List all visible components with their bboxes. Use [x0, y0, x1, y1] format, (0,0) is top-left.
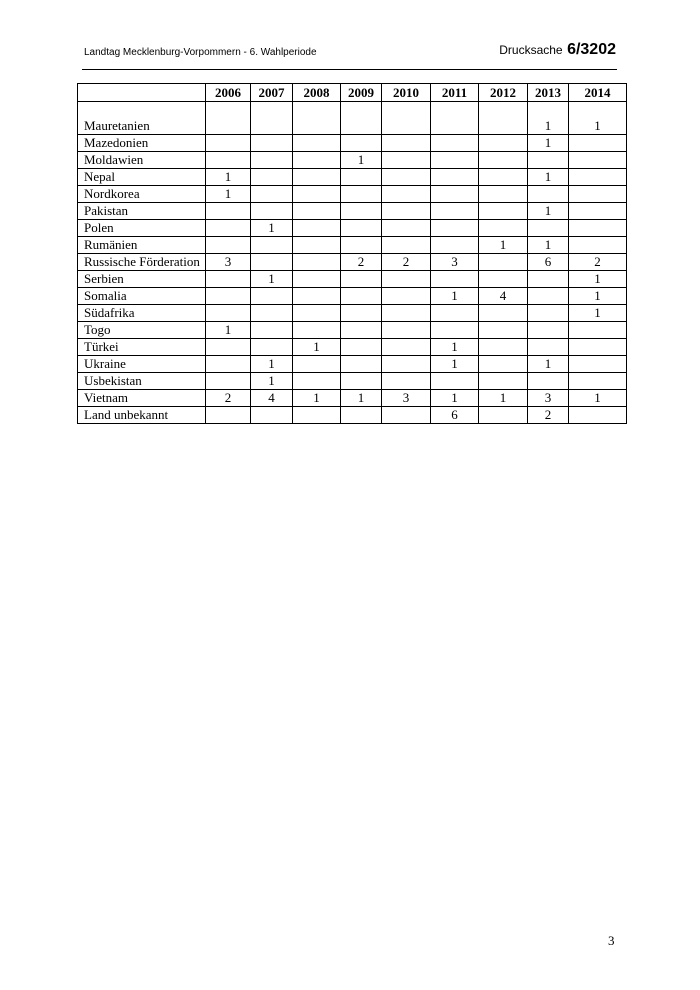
- value-cell: 1: [528, 135, 569, 152]
- country-cell: Moldawien: [78, 152, 206, 169]
- value-cell: [479, 169, 528, 186]
- value-cell: 1: [569, 390, 627, 407]
- table-row: [78, 305, 627, 322]
- value-cell: [341, 305, 382, 322]
- table-row: [78, 390, 627, 407]
- value-cell: [341, 271, 382, 288]
- table-row: [78, 186, 627, 203]
- header-cell-country: [78, 84, 206, 102]
- value-cell: [293, 254, 341, 271]
- value-cell: [206, 407, 251, 424]
- header-cell-year: 2008: [293, 84, 341, 102]
- value-cell: [431, 135, 479, 152]
- value-cell: 1: [528, 356, 569, 373]
- table-row: [78, 203, 627, 220]
- value-cell: [569, 135, 627, 152]
- value-cell: 1: [431, 356, 479, 373]
- value-cell: [293, 356, 341, 373]
- value-cell: [293, 373, 341, 390]
- value-cell: [382, 102, 431, 135]
- table-row: [78, 407, 627, 424]
- value-cell: [382, 203, 431, 220]
- header-cell-year: 2007: [251, 84, 293, 102]
- value-cell: 1: [293, 390, 341, 407]
- value-cell: [479, 186, 528, 203]
- value-cell: 3: [528, 390, 569, 407]
- value-cell: 1: [206, 322, 251, 339]
- value-cell: 1: [431, 339, 479, 356]
- value-cell: [293, 203, 341, 220]
- value-cell: [382, 305, 431, 322]
- value-cell: [569, 407, 627, 424]
- value-cell: [206, 152, 251, 169]
- value-cell: [431, 305, 479, 322]
- table-row: [78, 322, 627, 339]
- value-cell: [293, 220, 341, 237]
- country-cell: Somalia: [78, 288, 206, 305]
- value-cell: [431, 373, 479, 390]
- country-cell: Polen: [78, 220, 206, 237]
- header-cell-year: 2011: [431, 84, 479, 102]
- value-cell: [251, 186, 293, 203]
- country-year-table: [77, 83, 627, 424]
- value-cell: [206, 339, 251, 356]
- value-cell: [293, 271, 341, 288]
- table-body: [78, 102, 627, 424]
- value-cell: [479, 339, 528, 356]
- value-cell: [293, 305, 341, 322]
- value-cell: 1: [528, 203, 569, 220]
- table-row: [78, 356, 627, 373]
- value-cell: [251, 135, 293, 152]
- table-row: [78, 288, 627, 305]
- header-cell-year: 2010: [382, 84, 431, 102]
- value-cell: 6: [431, 407, 479, 424]
- value-cell: [431, 220, 479, 237]
- table-row: [78, 271, 627, 288]
- table-row: [78, 135, 627, 152]
- document-number-label: Drucksache: [499, 43, 563, 57]
- value-cell: [341, 169, 382, 186]
- value-cell: [251, 169, 293, 186]
- value-cell: [251, 322, 293, 339]
- value-cell: [382, 237, 431, 254]
- country-cell: Mauretanien: [78, 102, 206, 135]
- value-cell: [431, 102, 479, 135]
- value-cell: [528, 288, 569, 305]
- value-cell: [293, 135, 341, 152]
- value-cell: [479, 203, 528, 220]
- value-cell: [251, 288, 293, 305]
- country-cell: Nordkorea: [78, 186, 206, 203]
- country-cell: Land unbekannt: [78, 407, 206, 424]
- value-cell: [528, 220, 569, 237]
- value-cell: [479, 135, 528, 152]
- header-rule: [82, 69, 617, 70]
- value-cell: 1: [251, 271, 293, 288]
- header-left-text: Landtag Mecklenburg-Vorpommern - 6. Wahlperiode: [84, 47, 317, 58]
- value-cell: [341, 356, 382, 373]
- header-cell-year: 2012: [479, 84, 528, 102]
- value-cell: [293, 407, 341, 424]
- value-cell: [293, 288, 341, 305]
- value-cell: [479, 356, 528, 373]
- value-cell: [341, 186, 382, 203]
- value-cell: 1: [528, 237, 569, 254]
- value-cell: [528, 373, 569, 390]
- value-cell: [479, 102, 528, 135]
- value-cell: [251, 254, 293, 271]
- table-row: [78, 169, 627, 186]
- value-cell: [569, 169, 627, 186]
- value-cell: 1: [293, 339, 341, 356]
- value-cell: [382, 169, 431, 186]
- value-cell: [341, 237, 382, 254]
- value-cell: [528, 322, 569, 339]
- value-cell: [479, 254, 528, 271]
- value-cell: [479, 373, 528, 390]
- value-cell: [206, 237, 251, 254]
- value-cell: 1: [206, 186, 251, 203]
- value-cell: [206, 220, 251, 237]
- value-cell: [431, 203, 479, 220]
- value-cell: 1: [569, 271, 627, 288]
- value-cell: [382, 135, 431, 152]
- value-cell: [382, 186, 431, 203]
- country-cell: Russische Förderation: [78, 254, 206, 271]
- value-cell: [479, 407, 528, 424]
- value-cell: 1: [431, 288, 479, 305]
- value-cell: [293, 169, 341, 186]
- country-cell: Serbien: [78, 271, 206, 288]
- value-cell: 1: [341, 390, 382, 407]
- value-cell: 1: [479, 390, 528, 407]
- value-cell: [206, 373, 251, 390]
- country-cell: Nepal: [78, 169, 206, 186]
- table-row: [78, 254, 627, 271]
- value-cell: [528, 305, 569, 322]
- value-cell: 1: [569, 288, 627, 305]
- value-cell: 1: [528, 169, 569, 186]
- value-cell: [382, 288, 431, 305]
- table-row: [78, 237, 627, 254]
- table-row: [78, 220, 627, 237]
- value-cell: [382, 152, 431, 169]
- table-row: [78, 373, 627, 390]
- value-cell: [251, 339, 293, 356]
- value-cell: [569, 152, 627, 169]
- value-cell: [528, 186, 569, 203]
- country-cell: Vietnam: [78, 390, 206, 407]
- value-cell: [251, 237, 293, 254]
- value-cell: 1: [431, 390, 479, 407]
- document-number: [499, 40, 616, 60]
- value-cell: [569, 220, 627, 237]
- value-cell: [479, 220, 528, 237]
- value-cell: [569, 322, 627, 339]
- value-cell: [569, 373, 627, 390]
- value-cell: [341, 203, 382, 220]
- header-cell-year: 2006: [206, 84, 251, 102]
- value-cell: 2: [528, 407, 569, 424]
- value-cell: [206, 356, 251, 373]
- value-cell: [382, 356, 431, 373]
- value-cell: [382, 339, 431, 356]
- value-cell: [206, 135, 251, 152]
- value-cell: [382, 322, 431, 339]
- value-cell: [569, 186, 627, 203]
- value-cell: [293, 186, 341, 203]
- value-cell: [293, 237, 341, 254]
- value-cell: [206, 288, 251, 305]
- value-cell: [293, 322, 341, 339]
- value-cell: [431, 152, 479, 169]
- value-cell: 2: [206, 390, 251, 407]
- value-cell: [206, 305, 251, 322]
- country-cell: Südafrika: [78, 305, 206, 322]
- value-cell: [341, 373, 382, 390]
- value-cell: 6: [528, 254, 569, 271]
- value-cell: [206, 102, 251, 135]
- value-cell: 1: [341, 152, 382, 169]
- header-cell-year: 2013: [528, 84, 569, 102]
- value-cell: [293, 102, 341, 135]
- value-cell: [569, 356, 627, 373]
- value-cell: 1: [251, 373, 293, 390]
- value-cell: 4: [479, 288, 528, 305]
- value-cell: [251, 305, 293, 322]
- table-row: [78, 102, 627, 135]
- country-cell: Mazedonien: [78, 135, 206, 152]
- value-cell: [206, 271, 251, 288]
- country-cell: Togo: [78, 322, 206, 339]
- value-cell: 3: [382, 390, 431, 407]
- value-cell: [569, 237, 627, 254]
- value-cell: [251, 407, 293, 424]
- value-cell: [479, 305, 528, 322]
- value-cell: 2: [382, 254, 431, 271]
- value-cell: 4: [251, 390, 293, 407]
- value-cell: 1: [479, 237, 528, 254]
- table-row: [78, 339, 627, 356]
- value-cell: [382, 407, 431, 424]
- value-cell: [569, 339, 627, 356]
- value-cell: [341, 102, 382, 135]
- value-cell: [251, 102, 293, 135]
- value-cell: [251, 203, 293, 220]
- value-cell: [479, 322, 528, 339]
- value-cell: [431, 169, 479, 186]
- value-cell: [341, 407, 382, 424]
- header-cell-year: 2009: [341, 84, 382, 102]
- country-cell: Pakistan: [78, 203, 206, 220]
- value-cell: [528, 271, 569, 288]
- value-cell: [251, 152, 293, 169]
- table-row: [78, 152, 627, 169]
- value-cell: [431, 186, 479, 203]
- value-cell: [528, 152, 569, 169]
- country-cell: Rumänien: [78, 237, 206, 254]
- value-cell: [382, 220, 431, 237]
- value-cell: 1: [528, 102, 569, 135]
- value-cell: [341, 288, 382, 305]
- value-cell: [431, 237, 479, 254]
- value-cell: 1: [569, 305, 627, 322]
- value-cell: 1: [251, 356, 293, 373]
- country-cell: Usbekistan: [78, 373, 206, 390]
- value-cell: [528, 339, 569, 356]
- page-number: 3: [608, 933, 615, 948]
- value-cell: 1: [569, 102, 627, 135]
- value-cell: [431, 322, 479, 339]
- value-cell: [382, 271, 431, 288]
- value-cell: 3: [431, 254, 479, 271]
- header-cell-year: 2014: [569, 84, 627, 102]
- value-cell: 2: [341, 254, 382, 271]
- value-cell: [431, 271, 479, 288]
- value-cell: [341, 322, 382, 339]
- value-cell: 2: [569, 254, 627, 271]
- value-cell: [293, 152, 341, 169]
- value-cell: [569, 203, 627, 220]
- table-header-row: [78, 84, 627, 102]
- value-cell: [479, 152, 528, 169]
- value-cell: 1: [251, 220, 293, 237]
- value-cell: [206, 203, 251, 220]
- country-cell: Türkei: [78, 339, 206, 356]
- value-cell: 1: [206, 169, 251, 186]
- value-cell: [341, 220, 382, 237]
- value-cell: [382, 373, 431, 390]
- value-cell: 3: [206, 254, 251, 271]
- document-number-value: 6/3202: [567, 41, 616, 58]
- value-cell: [479, 271, 528, 288]
- country-cell: Ukraine: [78, 356, 206, 373]
- value-cell: [341, 135, 382, 152]
- value-cell: [341, 339, 382, 356]
